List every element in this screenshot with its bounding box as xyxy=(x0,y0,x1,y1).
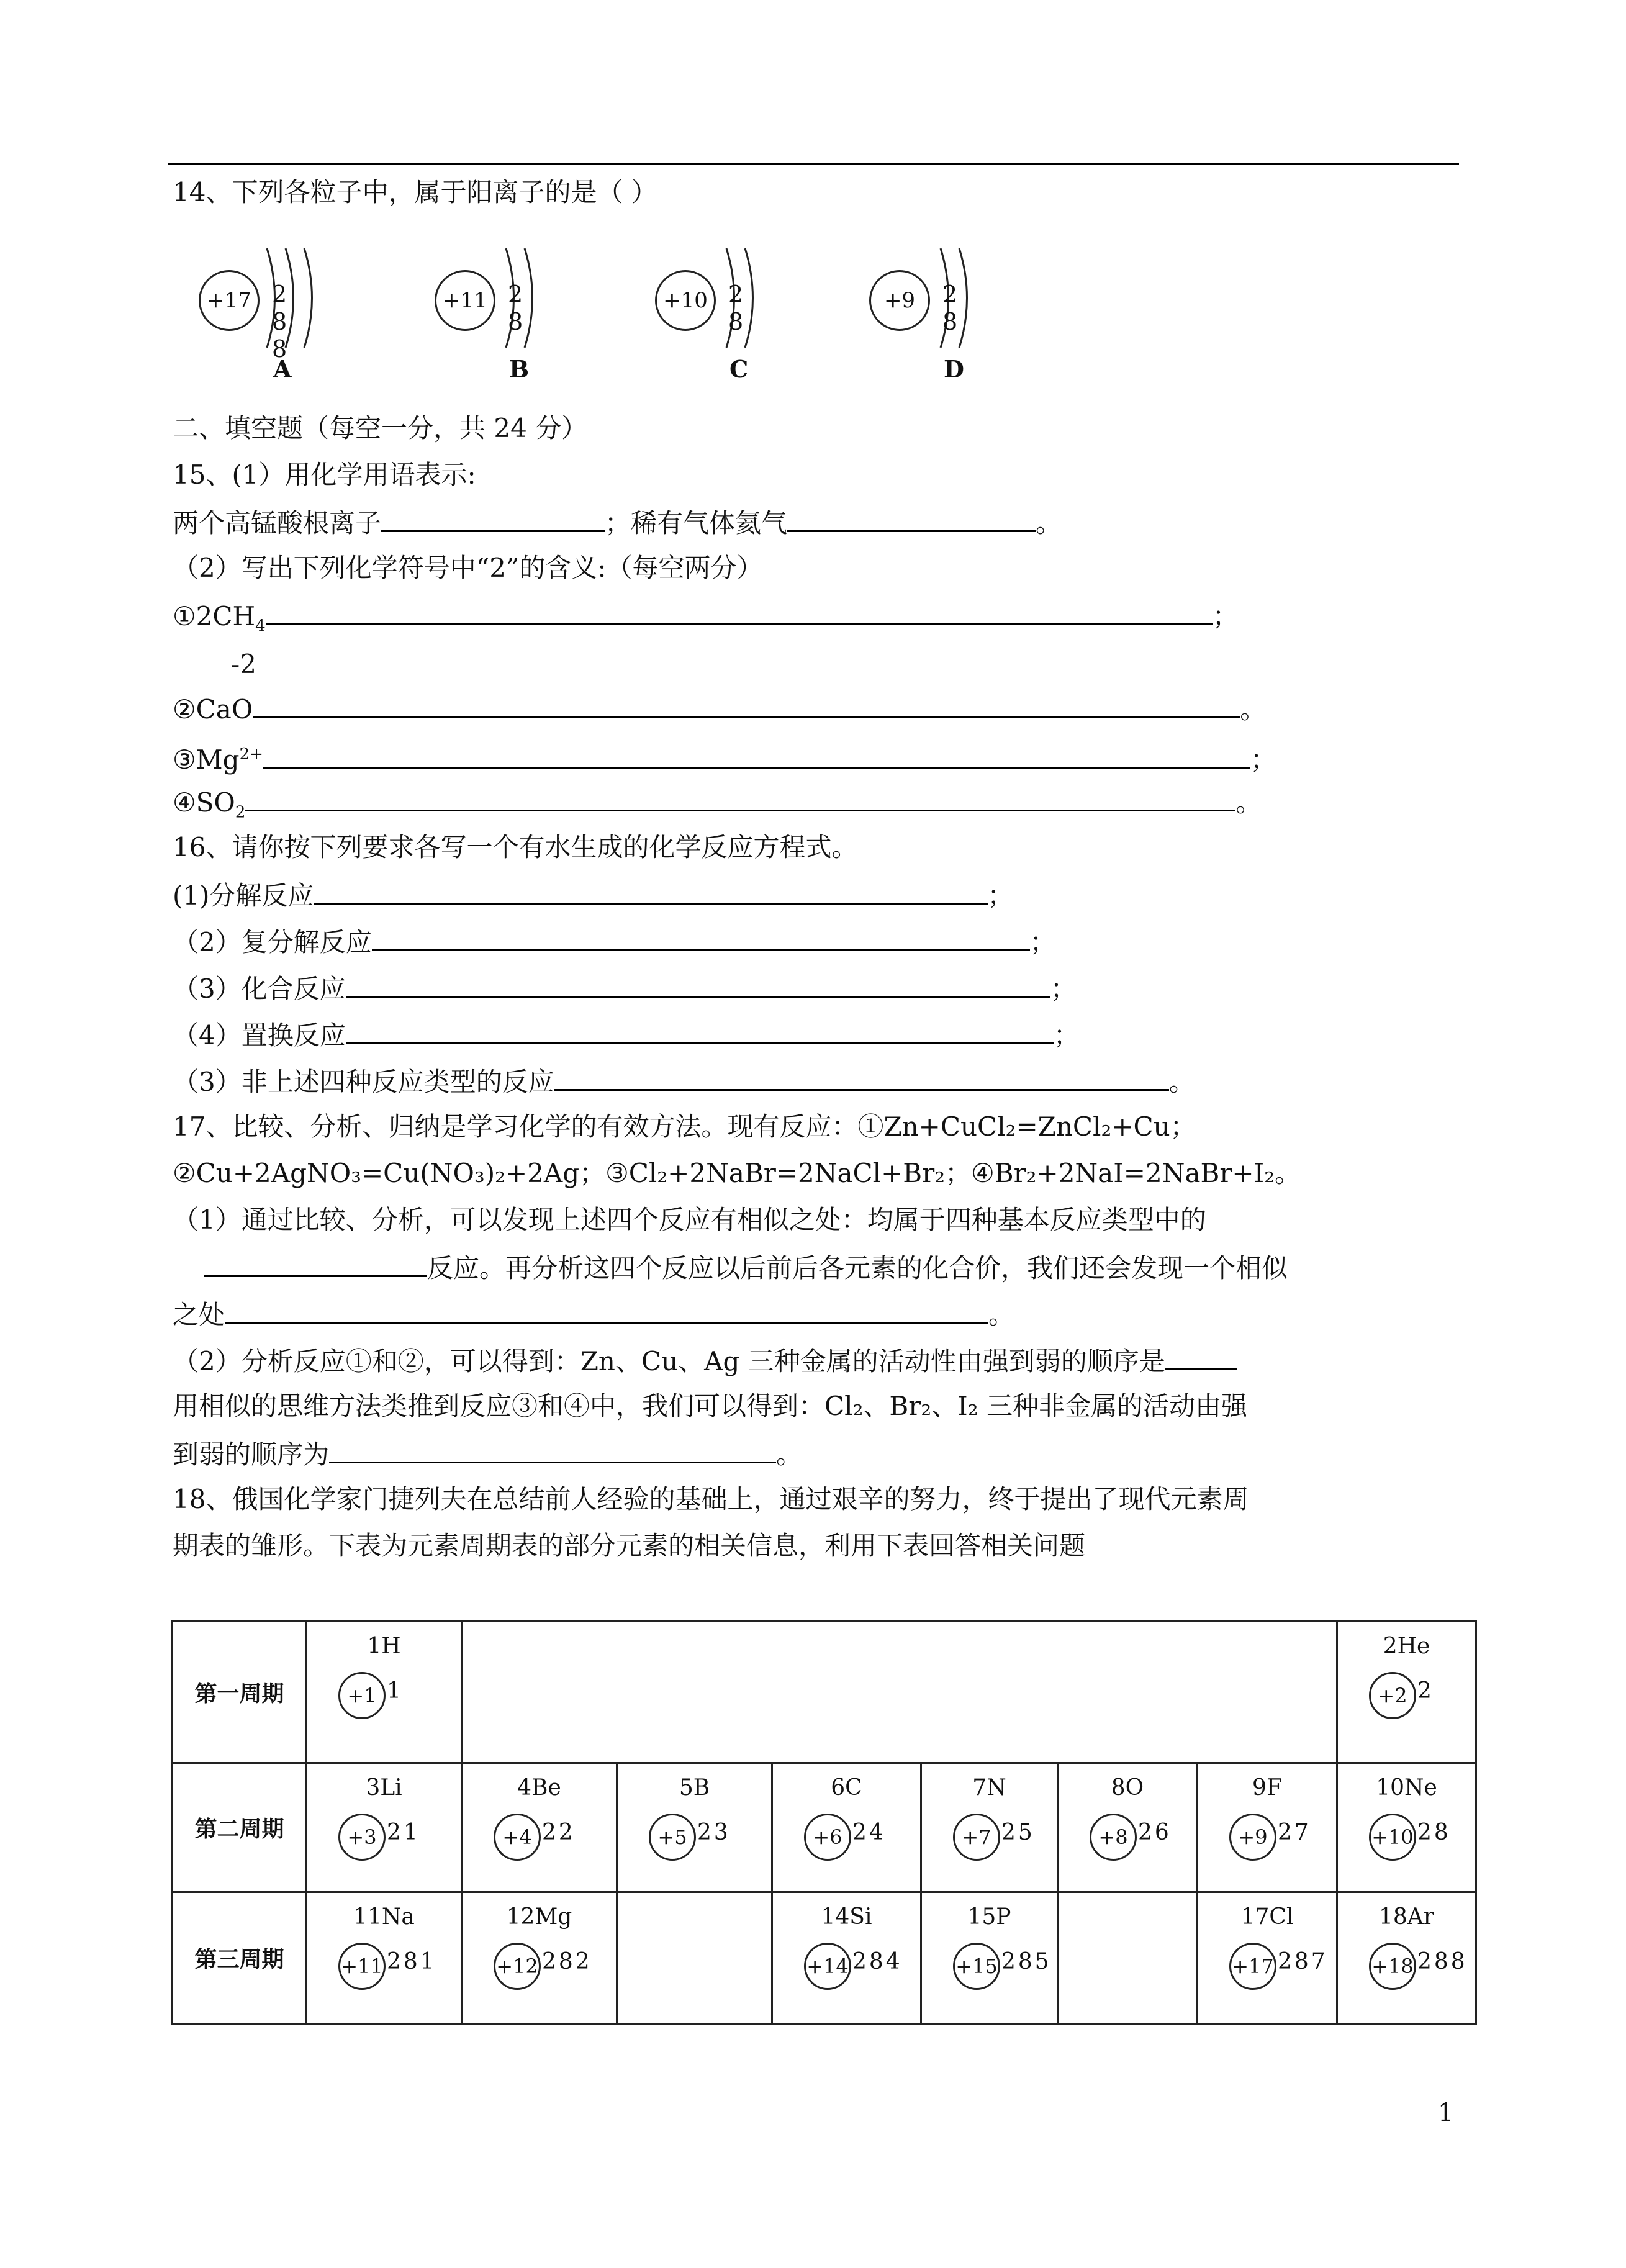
section-heading: 二、填空题（每空一分，共 24 分） xyxy=(173,413,588,443)
period-label: 第一周期 xyxy=(173,1622,307,1763)
q17-line7: 用相似的思维方法类推到反应③和④中，我们可以得到：Cl₂、Br₂、I₂ 三种非金属的活动由强 xyxy=(173,1391,1247,1421)
answer-blank-1[interactable] xyxy=(266,596,1213,625)
nucleus: +1 xyxy=(338,1672,386,1719)
element-symbol: 11Na xyxy=(353,1904,415,1930)
q17-line5: 之处 。 xyxy=(173,1294,1014,1334)
element-cell[interactable] xyxy=(1058,1763,1198,1892)
shell-numbers: 21 xyxy=(387,1820,420,1845)
element-cell[interactable] xyxy=(921,1763,1058,1892)
empty-span xyxy=(462,1622,1337,1763)
answer-blank-combination[interactable] xyxy=(346,969,1050,998)
option-label: D xyxy=(944,355,964,383)
shell-numbers: 287 xyxy=(1278,1949,1328,1974)
q15-item2: ②CaO 。 xyxy=(173,689,1266,728)
element-cell[interactable] xyxy=(617,1763,772,1892)
q15-item1: $①2CH_4$ ； xyxy=(173,596,1239,644)
option-c-diagram[interactable] xyxy=(655,224,792,383)
element-symbol: 4Be xyxy=(517,1775,561,1800)
shell-numbers: 1 xyxy=(387,1678,404,1704)
q16-d: （4）置换反应 ； xyxy=(173,1015,1080,1054)
option-a-diagram[interactable] xyxy=(199,224,335,383)
answer-blank-reaction-type[interactable] xyxy=(204,1248,427,1277)
q17-line1: 17、比较、分析、归纳是学习化学的有效方法。现有反应：①Zn+CuCl₂=ZnCl₂+Cu； xyxy=(173,1111,1196,1142)
element-cell[interactable] xyxy=(307,1763,462,1892)
answer-blank-nonmetal-order[interactable] xyxy=(329,1434,776,1463)
q18-line2: 期表的雏形。下表为元素周期表的部分元素的相关信息，利用下表回答相关问题 xyxy=(173,1530,1086,1561)
nucleus: +9 xyxy=(869,270,930,331)
periodic-table xyxy=(171,1620,1477,2025)
period-label: 第二周期 xyxy=(173,1763,307,1892)
empty-cell xyxy=(617,1892,772,2024)
element-symbol: 7N xyxy=(972,1775,1006,1800)
shell-numbers: 25 xyxy=(1001,1820,1035,1845)
element-symbol: 9F xyxy=(1252,1775,1282,1800)
element-cell[interactable] xyxy=(772,1892,921,2024)
answer-blank-3[interactable] xyxy=(263,739,1250,769)
nucleus: +10 xyxy=(655,270,716,331)
element-cell[interactable] xyxy=(462,1763,617,1892)
q15-ions-line: 两个高锰酸根离子 ；稀有气体氦气 。 xyxy=(173,503,1062,542)
q16-a: (1)分解反应 ； xyxy=(173,875,1014,915)
answer-blank-helium[interactable] xyxy=(787,503,1036,532)
element-cell[interactable] xyxy=(772,1763,921,1892)
element-symbol: 2He xyxy=(1383,1633,1430,1659)
q17-line6: （2）分析反应①和②，可以得到：Zn、Cu、Ag 三种金属的活动性由强到弱的顺序是 xyxy=(173,1341,1237,1380)
q17-line2: ②Cu+2AgNO₃=Cu(NO₃)₂+2Ag；③Cl₂+2NaBr=2NaCl+Br₂；④Br₂+2NaI=2NaBr+I₂。 xyxy=(173,1158,1301,1188)
element-cell[interactable] xyxy=(307,1892,462,2024)
option-d-diagram[interactable] xyxy=(869,224,1006,383)
element-symbol: 10Ne xyxy=(1376,1775,1437,1800)
element-cell[interactable] xyxy=(1198,1763,1337,1892)
element-symbol: 8O xyxy=(1111,1775,1144,1800)
answer-blank-2[interactable] xyxy=(253,689,1240,718)
nucleus: +6 xyxy=(804,1814,851,1861)
nucleus: +4 xyxy=(494,1814,541,1861)
shell-numbers: 2 8 8 xyxy=(272,281,296,363)
shell-numbers: 27 xyxy=(1278,1820,1311,1845)
shell-numbers: 2 8 xyxy=(728,281,752,335)
q16-c: （3）化合反应 ； xyxy=(173,969,1077,1008)
q18-line1: 18、俄国化学家门捷列夫在总结前人经验的基础上，通过艰辛的努力，终于提出了现代元素周 xyxy=(173,1484,1249,1514)
nucleus: +17 xyxy=(199,270,260,331)
nucleus: +12 xyxy=(494,1943,541,1990)
nucleus: +3 xyxy=(338,1814,386,1861)
q15-item4: $④SO_2$ 。 xyxy=(173,782,1262,831)
nucleus: +15 xyxy=(953,1943,1000,1990)
element-cell-he[interactable] xyxy=(1337,1622,1476,1763)
answer-blank-double-replacement[interactable] xyxy=(372,922,1030,951)
q14-options xyxy=(186,224,1006,397)
shell-numbers: 2 8 xyxy=(508,281,532,335)
element-symbol: 1H xyxy=(367,1633,401,1659)
nucleus: +14 xyxy=(804,1943,851,1990)
empty-cell xyxy=(1058,1892,1198,2024)
q14-stem: 14、下列各粒子中，属于阳离子的是（ ） xyxy=(173,177,657,207)
nucleus: +11 xyxy=(338,1943,386,1990)
nucleus: +9 xyxy=(1229,1814,1276,1861)
q16-stem: 16、请你按下列要求各写一个有水生成的化学反应方程式。 xyxy=(173,832,858,862)
element-symbol: 17Cl xyxy=(1240,1904,1294,1930)
q17-line3: （1）通过比较、分析，可以发现上述四个反应有相似之处：均属于四种基本反应类型中的 xyxy=(173,1204,1206,1235)
shell-numbers: 28 xyxy=(1417,1820,1451,1845)
answer-blank-metal-order[interactable] xyxy=(1165,1341,1237,1370)
shell-numbers: 281 xyxy=(387,1949,437,1974)
shell-numbers: 288 xyxy=(1417,1949,1468,1974)
option-label: B xyxy=(509,355,530,383)
shell-numbers: 282 xyxy=(542,1949,592,1974)
element-cell[interactable] xyxy=(921,1892,1058,2024)
period-label: 第三周期 xyxy=(173,1892,307,2024)
answer-blank-decomposition[interactable] xyxy=(314,875,988,905)
element-cell[interactable] xyxy=(462,1892,617,2024)
element-cell[interactable] xyxy=(1337,1763,1476,1892)
answer-blank-other[interactable] xyxy=(554,1062,1169,1091)
nucleus: +5 xyxy=(649,1814,696,1861)
ions-label: 两个高锰酸根离子 xyxy=(173,508,382,538)
element-cell[interactable] xyxy=(1198,1892,1337,2024)
q15-item3: $③Mg^{2+}$ ； xyxy=(173,736,1276,779)
shell-numbers: 2 xyxy=(1417,1678,1434,1704)
option-label: C xyxy=(729,355,749,383)
nucleus: +11 xyxy=(435,270,495,331)
answer-blank-permanganate[interactable] xyxy=(381,503,605,532)
answer-blank-similarity[interactable] xyxy=(225,1294,988,1324)
shell-numbers: 23 xyxy=(697,1820,731,1845)
q16-b: （2）复分解反应 ； xyxy=(173,922,1056,961)
element-cell-h[interactable] xyxy=(307,1622,462,1763)
nucleus: +8 xyxy=(1090,1814,1137,1861)
helium-label: ；稀有气体氦气 xyxy=(605,508,788,538)
option-label: A xyxy=(273,355,292,383)
element-cell[interactable] xyxy=(1337,1892,1476,2024)
shell-numbers: 2 8 xyxy=(942,281,967,335)
element-symbol: 12Mg xyxy=(506,1904,572,1930)
shell-numbers: 24 xyxy=(852,1820,886,1845)
nucleus: +2 xyxy=(1369,1672,1416,1719)
element-symbol: 3Li xyxy=(366,1775,402,1800)
element-symbol: 5B xyxy=(679,1775,710,1800)
shell-numbers: 285 xyxy=(1001,1949,1052,1974)
element-symbol: 18Ar xyxy=(1378,1904,1434,1930)
element-symbol: 14Si xyxy=(821,1904,872,1930)
q17-line8: 到弱的顺序为 。 xyxy=(173,1434,802,1473)
answer-blank-4[interactable] xyxy=(245,782,1235,811)
header-rule xyxy=(168,163,1459,165)
element-symbol: 15P xyxy=(967,1904,1011,1930)
nucleus: +18 xyxy=(1369,1943,1416,1990)
q15-part2: （2）写出下列化学符号中“2”的含义:（每空两分） xyxy=(173,553,763,583)
page-number: 1 xyxy=(1438,2099,1454,2127)
q16-e: （3）非上述四种反应类型的反应 。 xyxy=(173,1062,1195,1101)
answer-blank-replacement[interactable] xyxy=(346,1015,1054,1044)
option-b-diagram[interactable] xyxy=(435,224,571,383)
shell-numbers: 284 xyxy=(852,1949,903,1974)
nucleus: +7 xyxy=(953,1814,1000,1861)
q15-part1: 15、(1）用化学用语表示: xyxy=(173,459,476,490)
shell-numbers: 26 xyxy=(1138,1820,1172,1845)
nucleus: +17 xyxy=(1229,1943,1276,1990)
nucleus: +10 xyxy=(1369,1814,1416,1861)
charge-label: -2 xyxy=(231,649,256,679)
shell-numbers: 22 xyxy=(542,1820,576,1845)
q17-line4: 反应。再分析这四个反应以后前后各元素的化合价，我们还会发现一个相似 xyxy=(173,1248,1288,1287)
element-symbol: 6C xyxy=(831,1775,862,1800)
